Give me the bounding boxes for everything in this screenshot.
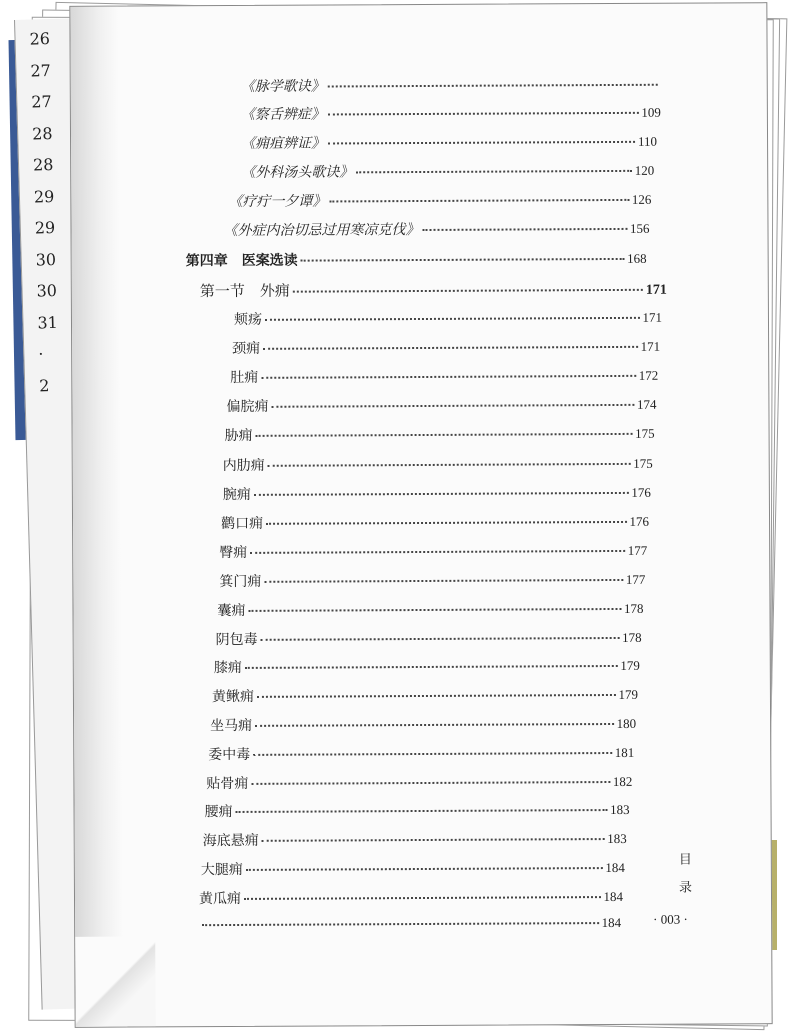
toc-entry-title: 《外症内治切忌过用寒凉克伐》 <box>223 222 420 240</box>
toc-entry-title: 鹳口痈 <box>221 515 264 533</box>
toc-entry <box>241 102 661 124</box>
toc-entry-title: 《痈疽辨证》 <box>241 135 326 152</box>
toc-entry <box>212 684 638 706</box>
toc-entry-title: 黄瓜痈 <box>198 890 242 908</box>
previous-page-number: 2 <box>38 375 50 395</box>
toc-entry <box>199 886 623 908</box>
dot-leader <box>356 170 632 173</box>
toc-entry-page: 182 <box>612 773 633 789</box>
previous-page-numbers <box>29 23 60 401</box>
toc-entry-page: 168 <box>627 250 647 266</box>
toc-entry-title: 膝痈 <box>213 659 242 677</box>
toc-entry-page: 171 <box>645 282 667 298</box>
page-curl <box>75 936 155 1026</box>
dot-leader <box>262 838 605 842</box>
previous-page-number: 29 <box>34 217 56 238</box>
dot-leader <box>268 463 631 467</box>
toc-entry <box>223 218 649 240</box>
toc-entry <box>219 569 645 591</box>
toc-entry-page: 176 <box>629 513 650 529</box>
toc-entry <box>234 307 662 329</box>
dot-leader <box>329 199 629 203</box>
dot-leader <box>236 809 608 813</box>
toc-entry-page: 180 <box>616 715 637 731</box>
dot-leader <box>250 550 625 554</box>
dot-leader <box>293 289 643 293</box>
dot-leader <box>271 404 634 408</box>
toc-entry <box>216 627 642 649</box>
dot-leader <box>257 694 616 698</box>
toc-entry <box>223 482 651 504</box>
toc-entry <box>210 713 636 735</box>
toc-entry <box>186 248 647 270</box>
toc-entry-title: 海底悬痈 <box>202 832 259 850</box>
side-label-lu: 录 <box>678 880 693 896</box>
previous-page-number: 31 <box>37 312 59 332</box>
toc-entry <box>228 189 651 211</box>
dot-leader <box>255 723 614 727</box>
toc-entry-title: 阴包毒 <box>215 631 258 649</box>
dot-leader <box>261 637 620 641</box>
toc-entry-page: 177 <box>625 571 646 587</box>
toc-entry-page: 174 <box>636 396 657 412</box>
dot-leader <box>245 665 618 669</box>
previous-page-number: · <box>38 344 44 364</box>
toc-entry-title: 颊疡 <box>233 311 263 328</box>
toc-entry-title: 第四章 医案选读 <box>185 252 298 270</box>
toc-entry <box>221 511 649 533</box>
toc-entry <box>219 540 647 562</box>
toc-entry-title: 偏脘痈 <box>226 398 269 416</box>
toc-entry-title: 委中毒 <box>208 746 251 764</box>
toc-entry <box>241 74 661 96</box>
previous-page-number: 30 <box>35 249 57 269</box>
toc-entry <box>204 799 629 821</box>
toc-entry-page: 178 <box>622 629 642 645</box>
dot-leader <box>265 317 640 321</box>
toc-entry-title: 坐马痈 <box>210 717 253 735</box>
toc-entry-title: 箕门痈 <box>219 573 262 591</box>
dot-leader <box>328 84 658 88</box>
toc-entry-page: 175 <box>635 425 655 441</box>
toc-entry <box>225 423 655 445</box>
toc-entry-page: 171 <box>640 338 661 354</box>
dot-leader <box>266 521 627 525</box>
page-gutter-shadow <box>70 7 123 1027</box>
toc-entry-page: 184 <box>601 914 622 931</box>
toc-entry <box>199 915 621 933</box>
toc-entry-title: 腕痈 <box>222 486 251 504</box>
toc-entry-page: 109 <box>641 104 661 120</box>
toc-entry <box>241 160 654 182</box>
toc-entry-title: 腰痈 <box>204 803 233 821</box>
toc-entry <box>200 278 667 301</box>
toc-entry-title: 胁痈 <box>224 427 253 445</box>
toc-entry-title: 《脉学歌诀》 <box>240 78 325 95</box>
toc-entry-page: 120 <box>634 162 655 178</box>
toc-entry-title: 《疗疔一夕谭》 <box>228 193 327 211</box>
toc-entry-page: 126 <box>631 191 652 207</box>
toc-entry <box>226 394 656 416</box>
toc-entry <box>206 771 632 793</box>
dot-leader <box>263 346 638 350</box>
previous-page-number: 29 <box>33 186 55 207</box>
dot-leader <box>248 608 621 612</box>
dot-leader <box>328 141 635 145</box>
toc-entry-title: 颈痈 <box>232 340 261 357</box>
dot-leader <box>253 752 612 756</box>
toc-entry-title: 囊痈 <box>217 602 246 620</box>
dot-leader <box>328 112 639 116</box>
toc-entry-title: 黄鳅痈 <box>211 688 254 706</box>
dot-leader <box>254 492 629 496</box>
toc-entry-page: 179 <box>620 657 640 673</box>
dot-leader <box>202 922 599 926</box>
previous-page-number: 27 <box>30 60 52 81</box>
toc-entry <box>214 655 640 677</box>
toc-entry-page: 175 <box>633 455 653 471</box>
toc-entry-page: 176 <box>631 484 651 500</box>
dot-leader <box>251 781 610 785</box>
toc-entry <box>208 742 634 764</box>
toc-entry-page: 183 <box>607 830 627 847</box>
toc-entry-page: 177 <box>627 542 648 558</box>
toc-page <box>69 2 772 1028</box>
toc-entry-page: 184 <box>603 888 624 905</box>
previous-page-number: 28 <box>31 123 53 144</box>
previous-page-number: 27 <box>31 91 52 112</box>
toc-entry-page: 172 <box>638 367 659 383</box>
toc-entry <box>203 828 627 850</box>
toc-entry <box>232 336 660 358</box>
toc-entry-page: 178 <box>623 600 644 616</box>
toc-entry-title: 第一节 外痈 <box>199 281 290 301</box>
toc-entry-title: 臀痈 <box>219 544 248 562</box>
toc-entry-page: 110 <box>637 133 658 149</box>
toc-entry <box>230 365 658 387</box>
toc-entry-page: 171 <box>642 309 663 325</box>
previous-page-number: 26 <box>29 29 51 49</box>
toc-entry-page: 181 <box>614 744 635 760</box>
toc-entry <box>201 857 625 879</box>
toc-entry-title: 《察舌辨症》 <box>240 106 325 123</box>
footer-page-number: · 003 · <box>653 911 688 927</box>
side-label-mu: 目 <box>678 852 692 868</box>
dot-leader <box>301 258 625 262</box>
previous-page-number: 30 <box>36 280 58 301</box>
toc-entry-page: 156 <box>629 220 650 236</box>
dot-leader <box>264 579 623 583</box>
toc-entry <box>223 453 653 475</box>
toc-entry-title: 大腿痈 <box>200 861 243 879</box>
toc-entry-page: 179 <box>618 686 638 702</box>
toc-entry-title: 肚痈 <box>230 369 259 386</box>
dot-leader <box>246 867 603 871</box>
toc-entry-title: 《外科汤头歌诀》 <box>241 164 354 181</box>
toc-entry-title: 内肋痈 <box>222 457 265 475</box>
toc-entry-page: 184 <box>605 859 625 876</box>
dot-leader <box>261 375 636 379</box>
toc-entry <box>241 131 657 153</box>
toc-entry-title: 贴骨痈 <box>206 775 249 793</box>
dot-leader <box>256 433 633 437</box>
previous-page-number: 28 <box>32 154 54 175</box>
toc-entry <box>217 598 643 620</box>
dot-leader <box>244 896 601 900</box>
dot-leader <box>423 228 628 231</box>
toc-entry-page: 183 <box>610 801 630 818</box>
